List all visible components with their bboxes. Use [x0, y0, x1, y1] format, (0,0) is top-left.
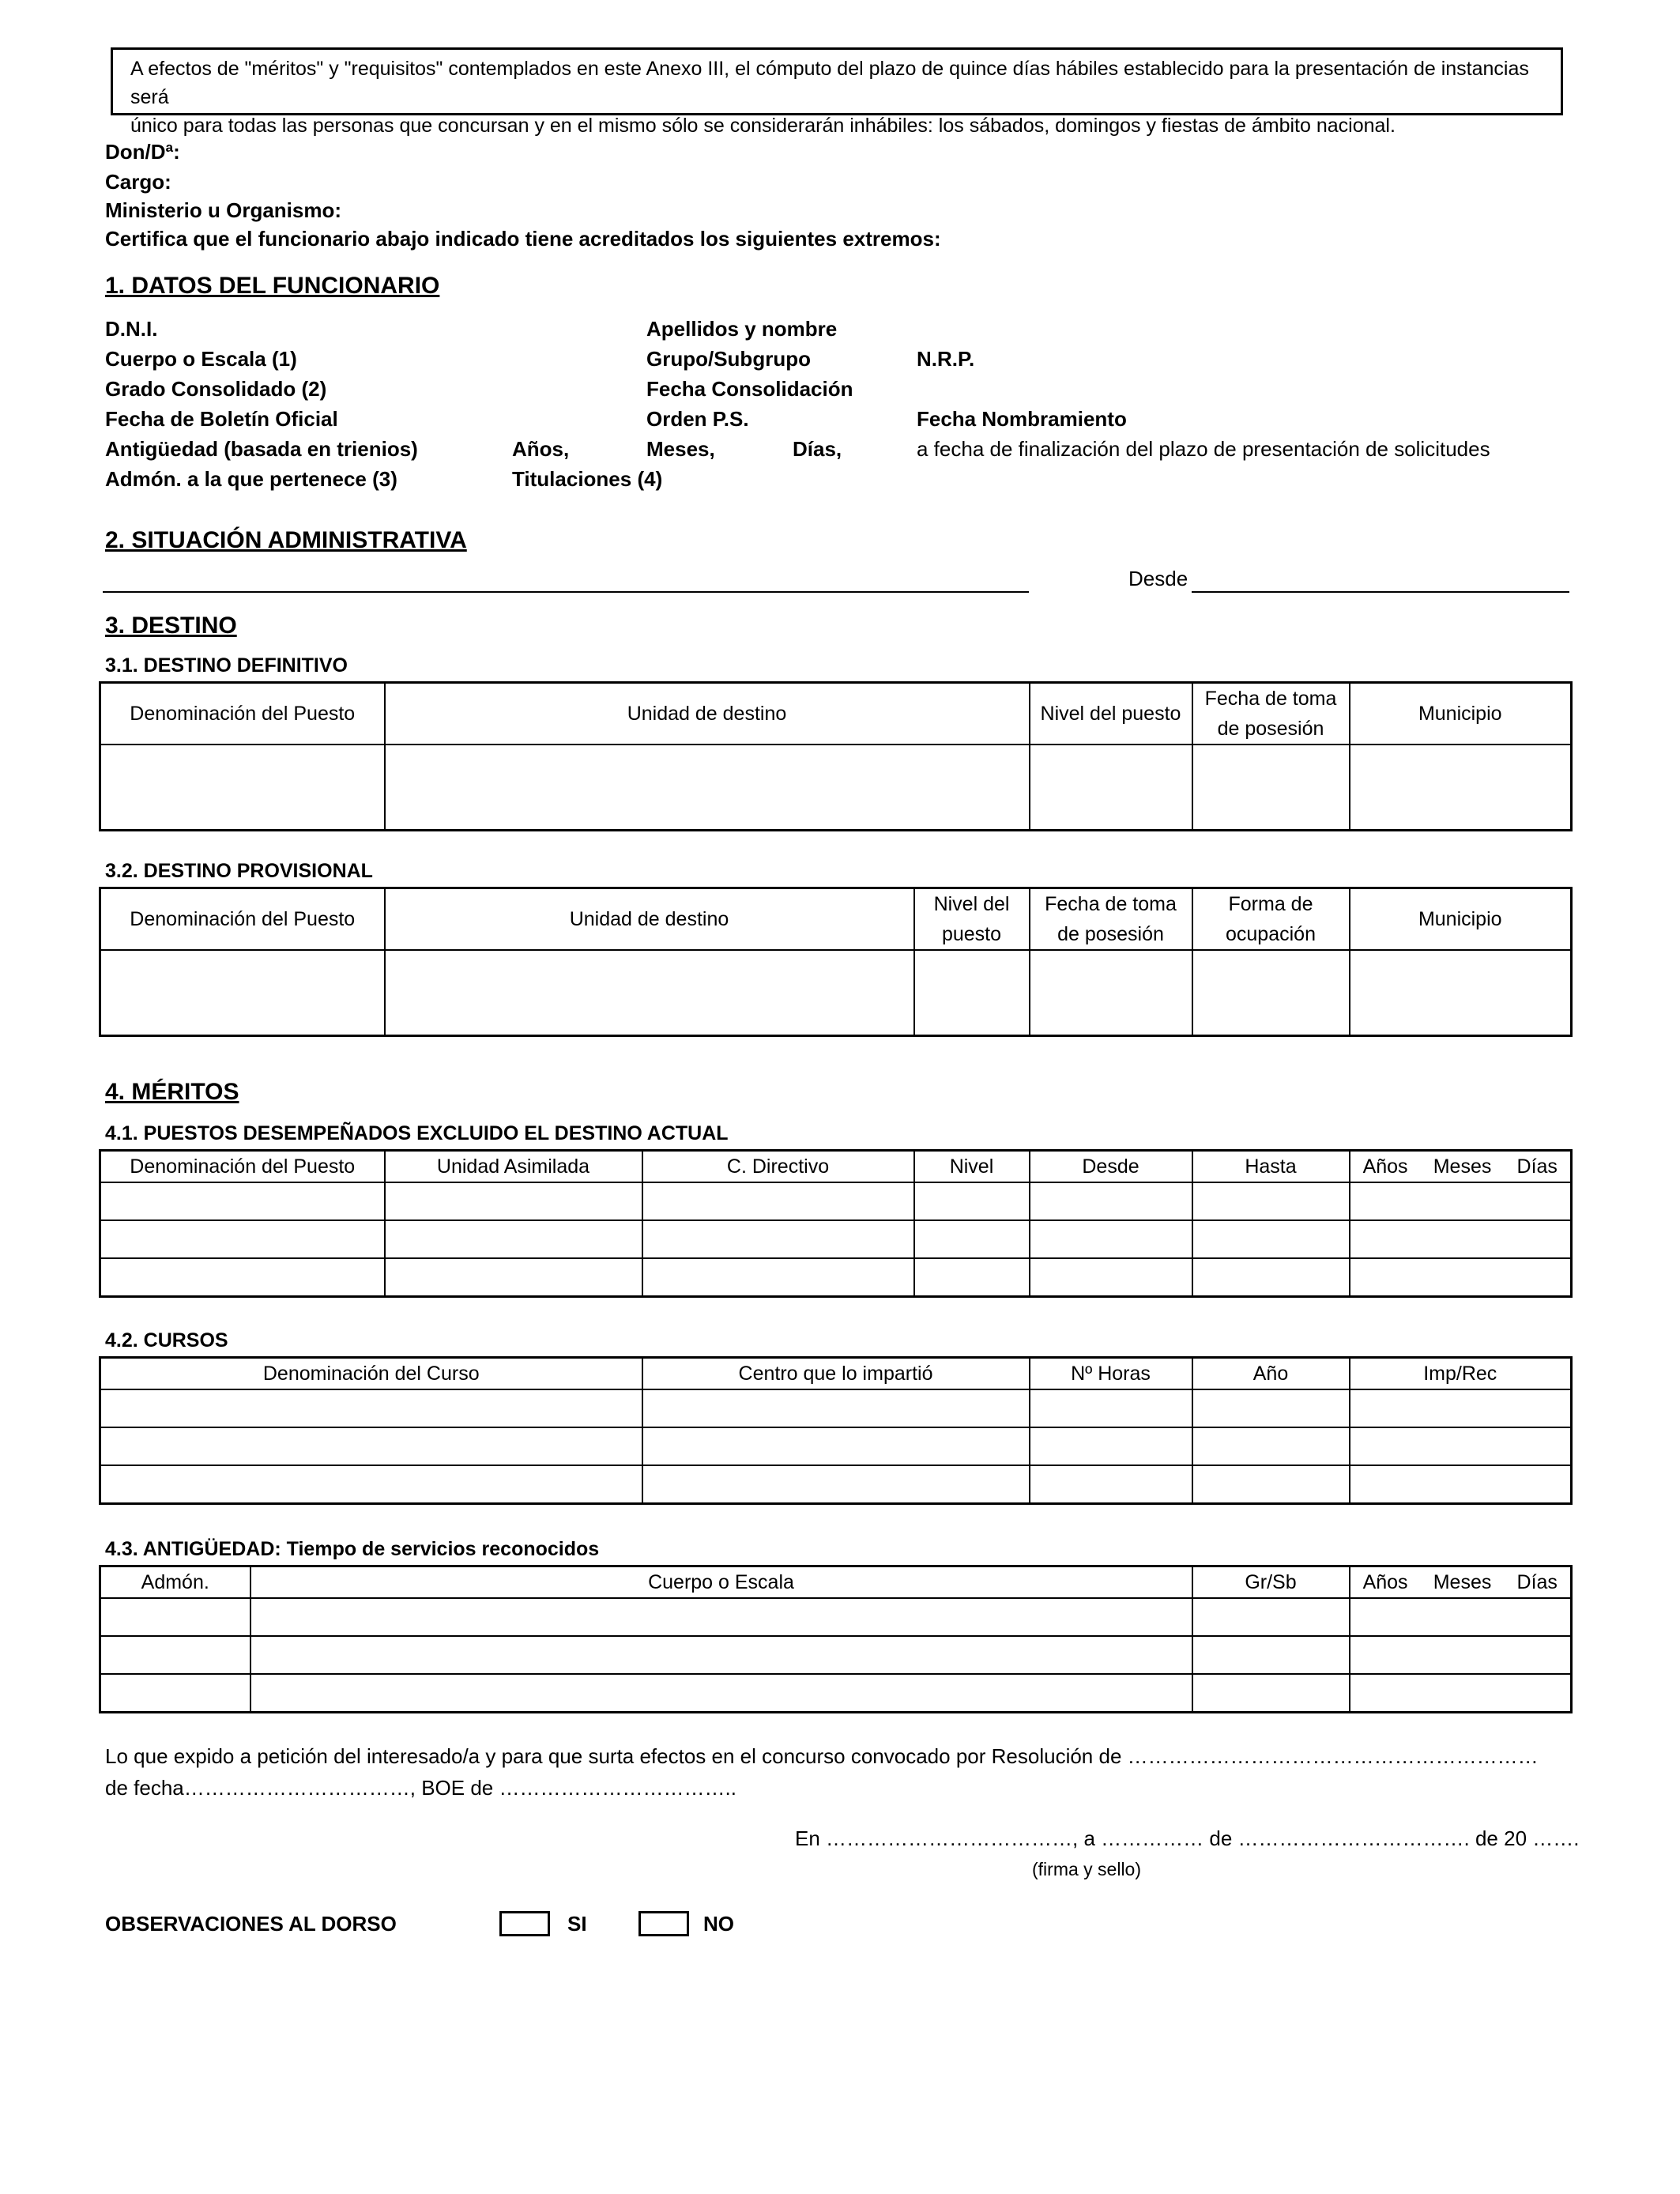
table-cell[interactable] [1030, 1389, 1192, 1427]
col-forma-line1: Forma de [1228, 893, 1313, 915]
table-cell[interactable] [1192, 1389, 1350, 1427]
table-cell[interactable] [1030, 745, 1192, 830]
anos-label: Años, [512, 437, 570, 461]
table-cell[interactable] [1192, 1182, 1350, 1220]
table-cell[interactable] [1192, 745, 1350, 830]
table-cell[interactable] [100, 1389, 642, 1427]
col-fecha-toma-line2: de posesión [1057, 923, 1164, 945]
table-row [100, 1220, 1572, 1258]
col-nivel-puesto [914, 888, 1030, 951]
table-cell[interactable] [385, 950, 914, 1035]
dias-label: Días, [793, 437, 842, 461]
no-label: NO [703, 1912, 734, 1936]
admon-label: Admón. a la que pertenece (3) [105, 467, 397, 491]
table-cell[interactable] [100, 1465, 642, 1503]
notice-line-2: único para todas las personas que concursan y en el mismo sólo se considerarán inhábiles: los sábados, domingos y fiestas de ámbito nacional. [130, 115, 1396, 137]
cursos-title: 4.2. CURSOS [105, 1329, 228, 1351]
antiguedad-title-bold: 4.3. ANTIGÜEDAD: [105, 1538, 281, 1560]
certifica-text: Certifica que el funcionario abajo indicado tiene acreditados los siguientes extremos: [105, 227, 941, 251]
col-admon: Admón. [100, 1566, 250, 1599]
destino-provisional-table [99, 887, 1573, 1037]
col-gr-sb: Gr/Sb [1192, 1566, 1350, 1599]
table-cell[interactable] [1192, 1427, 1350, 1465]
table-cell[interactable] [1350, 1220, 1572, 1258]
col-nivel: Nivel [914, 1151, 1030, 1183]
table-cell[interactable] [385, 1258, 642, 1296]
fecha-nombramiento-label: Fecha Nombramiento [917, 407, 1127, 431]
orden-ps-label: Orden P.S. [646, 407, 749, 431]
table-cell[interactable] [914, 1182, 1030, 1220]
col-dias: Días [1516, 1155, 1558, 1178]
table-cell[interactable] [1192, 1465, 1350, 1503]
table-cell[interactable] [1350, 1389, 1572, 1427]
col-denominacion-curso: Denominación del Curso [100, 1358, 642, 1390]
table-cell[interactable] [100, 1258, 385, 1296]
section-2-title: 2. SITUACIÓN ADMINISTRATIVA [105, 527, 467, 553]
dni-label: D.N.I. [105, 317, 158, 341]
antiguedad-label: Antigüedad (basada en trienios) [105, 437, 418, 461]
table-cell[interactable] [914, 1220, 1030, 1258]
col-fecha-toma-posesion [1192, 683, 1350, 745]
col-forma-line2: ocupación [1226, 923, 1316, 945]
cargo-label: Cargo: [105, 170, 171, 194]
puestos-title: 4.1. PUESTOS DESEMPEÑADOS EXCLUIDO EL DESTINO ACTUAL [105, 1122, 729, 1144]
nrp-label: N.R.P. [917, 347, 975, 371]
table-cell[interactable] [250, 1674, 1192, 1712]
table-cell[interactable] [1350, 1636, 1572, 1674]
col-dias: Días [1516, 1571, 1558, 1593]
table-cell[interactable] [642, 1427, 1030, 1465]
col-centro-impartio: Centro que lo impartió [642, 1358, 1030, 1390]
table-cell[interactable] [642, 1465, 1030, 1503]
table-cell[interactable] [1030, 950, 1192, 1035]
section-1-title: 1. DATOS DEL FUNCIONARIO [105, 273, 440, 299]
grado-label: Grado Consolidado (2) [105, 377, 327, 401]
table-cell[interactable] [1350, 1182, 1572, 1220]
table-cell[interactable] [100, 1674, 250, 1712]
antiguedad-title [105, 1536, 599, 1562]
col-c-directivo: C. Directivo [642, 1151, 914, 1183]
col-nivel-line1: Nivel del [933, 893, 1010, 915]
table-cell[interactable] [1350, 1258, 1572, 1296]
table-row [100, 1636, 1572, 1674]
table-cell[interactable] [1192, 1598, 1350, 1636]
col-num-horas: Nº Horas [1030, 1358, 1192, 1390]
apellidos-label: Apellidos y nombre [646, 317, 838, 341]
table-cell[interactable] [1350, 950, 1572, 1035]
col-municipio: Municipio [1350, 888, 1572, 951]
col-anos-meses-dias [1350, 1566, 1572, 1599]
col-fecha-toma-line1: Fecha de toma [1045, 893, 1177, 915]
table-cell[interactable] [100, 1598, 250, 1636]
table-cell[interactable] [642, 1389, 1030, 1427]
col-municipio: Municipio [1350, 683, 1572, 745]
table-row [100, 1427, 1572, 1465]
table-cell[interactable] [250, 1636, 1192, 1674]
table-cell[interactable] [914, 1258, 1030, 1296]
table-cell[interactable] [1192, 950, 1350, 1035]
table-cell[interactable] [385, 745, 1030, 830]
table-cell[interactable] [1192, 1636, 1350, 1674]
table-header-row [100, 888, 1572, 951]
col-imp-rec: Imp/Rec [1350, 1358, 1572, 1390]
table-header-row [100, 1358, 1572, 1390]
fecha-boletin-label: Fecha de Boletín Oficial [105, 407, 338, 431]
table-row [100, 745, 1572, 830]
don-label: Don/Dª: [105, 140, 180, 164]
table-row [100, 1598, 1572, 1636]
table-cell[interactable] [1030, 1427, 1192, 1465]
table-cell[interactable] [1192, 1220, 1350, 1258]
col-meses: Meses [1433, 1571, 1492, 1593]
col-anos: Años [1362, 1571, 1408, 1593]
table-row [100, 1465, 1572, 1503]
col-meses: Meses [1433, 1155, 1492, 1178]
observaciones-label: OBSERVACIONES AL DORSO [105, 1912, 397, 1936]
cursos-table [99, 1356, 1573, 1505]
no-checkbox[interactable] [638, 1911, 689, 1936]
col-fecha-toma-line2: de posesión [1217, 718, 1324, 740]
table-cell[interactable] [100, 1182, 385, 1220]
puestos-table [99, 1149, 1573, 1298]
col-hasta: Hasta [1192, 1151, 1350, 1183]
table-cell[interactable] [250, 1598, 1192, 1636]
ministerio-label: Ministerio u Organismo: [105, 198, 342, 222]
table-cell[interactable] [642, 1182, 914, 1220]
table-cell[interactable] [642, 1258, 914, 1296]
destino-definitivo-title: 3.1. DESTINO DEFINITIVO [105, 654, 348, 677]
si-label: SI [567, 1912, 587, 1936]
destino-provisional-title: 3.2. DESTINO PROVISIONAL [105, 860, 373, 882]
col-desde: Desde [1030, 1151, 1192, 1183]
table-cell[interactable] [1030, 1465, 1192, 1503]
col-anos: Años [1362, 1155, 1408, 1178]
table-header-row [100, 683, 1572, 745]
section-4-title: 4. MÉRITOS [105, 1079, 239, 1105]
a-fecha-text: a fecha de finalización del plazo de presentación de solicitudes [917, 437, 1490, 461]
table-cell[interactable] [100, 745, 385, 830]
table-cell[interactable] [1030, 1182, 1192, 1220]
table-cell[interactable] [642, 1220, 914, 1258]
table-cell[interactable] [100, 1636, 250, 1674]
table-cell[interactable] [1192, 1674, 1350, 1712]
section-3-title: 3. DESTINO [105, 613, 237, 639]
antiguedad-title-rest: Tiempo de servicios reconocidos [281, 1538, 600, 1560]
table-cell[interactable] [1030, 1220, 1192, 1258]
expido-line-2: de fecha……………………………, BOE de …………………………….. [105, 1776, 736, 1800]
table-cell[interactable] [1350, 1598, 1572, 1636]
col-unidad-asimilada: Unidad Asimilada [385, 1151, 642, 1183]
col-forma-ocupacion [1192, 888, 1350, 951]
table-cell[interactable] [385, 1182, 642, 1220]
table-cell[interactable] [914, 950, 1030, 1035]
table-cell[interactable] [100, 1427, 642, 1465]
table-header-row [100, 1566, 1572, 1599]
destino-definitivo-table [99, 681, 1573, 831]
col-fecha-toma-line1: Fecha de toma [1204, 688, 1337, 710]
col-denominacion-puesto: Denominación del Puesto [100, 683, 385, 745]
col-denominacion-puesto: Denominación del Puesto [100, 1151, 385, 1183]
col-cuerpo-escala: Cuerpo o Escala [250, 1566, 1192, 1599]
col-nivel-puesto: Nivel del puesto [1030, 683, 1192, 745]
table-row [100, 1674, 1572, 1712]
col-unidad-destino: Unidad de destino [385, 888, 914, 951]
desde-label: Desde [1128, 567, 1188, 590]
table-cell[interactable] [1030, 1258, 1192, 1296]
table-row [100, 1182, 1572, 1220]
titulaciones-label: Titulaciones (4) [512, 467, 663, 491]
col-anos-meses-dias [1350, 1151, 1572, 1183]
firma-sello: (firma y sello) [1032, 1859, 1142, 1879]
table-cell[interactable] [1350, 1465, 1572, 1503]
situacion-line [103, 591, 1029, 593]
fecha-consolidacion-label: Fecha Consolidación [646, 377, 853, 401]
table-row [100, 1258, 1572, 1296]
grupo-label: Grupo/Subgrupo [646, 347, 811, 371]
table-cell[interactable] [100, 1220, 385, 1258]
meses-label: Meses, [646, 437, 715, 461]
expido-line-1: Lo que expido a petición del interesado/a y para que surta efectos en el concurso convocado por Resolución de …………………………………………………… [105, 1744, 1539, 1768]
col-ano: Año [1192, 1358, 1350, 1390]
col-nivel-line2: puesto [941, 923, 1002, 945]
desde-line [1192, 591, 1569, 593]
col-denominacion-puesto: Denominación del Puesto [100, 888, 385, 951]
table-cell[interactable] [385, 1220, 642, 1258]
table-cell[interactable] [1350, 745, 1572, 830]
table-row [100, 950, 1572, 1035]
table-row [100, 1389, 1572, 1427]
table-cell[interactable] [100, 950, 385, 1035]
si-checkbox[interactable] [499, 1911, 550, 1936]
notice-line-1: A efectos de "méritos" y "requisitos" contemplados en este Anexo III, el cómputo del plazo de quince días hábiles establecido para la presentación de instancias será [130, 58, 1529, 108]
col-fecha-toma-posesion [1030, 888, 1192, 951]
table-header-row [100, 1151, 1572, 1183]
table-cell[interactable] [1350, 1427, 1572, 1465]
antiguedad-table [99, 1565, 1573, 1713]
table-cell[interactable] [1350, 1674, 1572, 1712]
col-unidad-destino: Unidad de destino [385, 683, 1030, 745]
cuerpo-label: Cuerpo o Escala (1) [105, 347, 297, 371]
table-cell[interactable] [1192, 1258, 1350, 1296]
notice-box [111, 47, 1563, 137]
place-date-line: En ………………………………, a …………… de ……………………………. de 20 ……. [795, 1826, 1580, 1850]
